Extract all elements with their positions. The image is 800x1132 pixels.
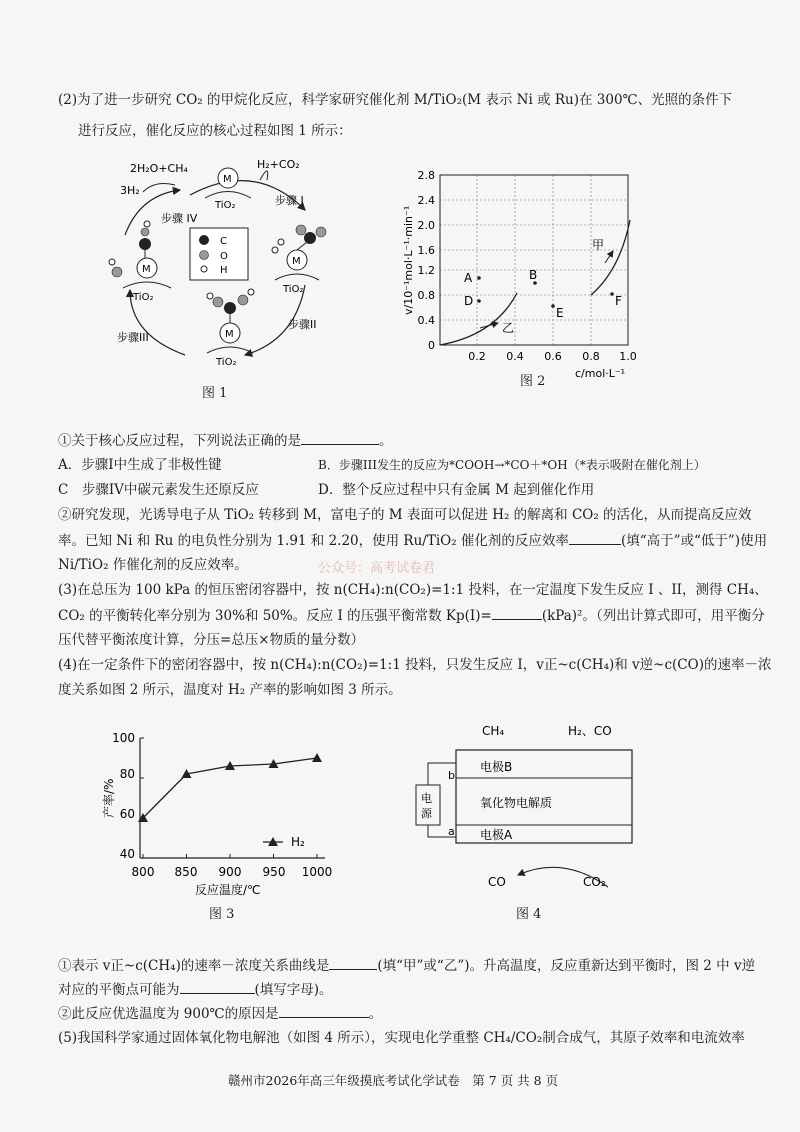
q4-1-text-a2: (填“甲”或“乙”)。升高温度，反应重新达到平衡时，图 2 中 v逆	[377, 958, 756, 974]
answer-blank-q4-1b[interactable]	[180, 979, 255, 994]
fig2-xtick-4: 1.0	[619, 350, 637, 363]
q4-1-text-b2: (填写字母)。	[254, 982, 333, 998]
figure-4-electrolysis-cell	[408, 715, 648, 895]
fig2-xtick-3: 0.8	[582, 350, 600, 363]
fig1-step4-label: 步骤 IV	[161, 212, 198, 225]
fig2-xtick-0: 0.2	[468, 350, 486, 363]
q2-2-text-b2: (填“高于”或“低于”)使用	[620, 533, 768, 549]
fig4-h2co: H₂、CO	[568, 724, 612, 738]
page-footer: 赣州市2026年高三年级摸底考试化学试卷 第 7 页 共 8 页	[228, 1073, 559, 1088]
q4-1-text-a: ①表示 v正~c(CH₄)的速率－浓度关系曲线是	[58, 958, 330, 974]
figure-3-caption: 图 3	[209, 907, 235, 922]
fig2-point-b: B	[529, 268, 538, 282]
fig3-xtick-800: 800	[131, 865, 155, 879]
fig4-electrode-a: 电极A	[480, 828, 513, 842]
fig2-ytick-0: 0	[428, 339, 435, 352]
fig2-x-axis-label: c/mol·L⁻¹	[575, 367, 626, 380]
fig1-tio2-right: TiO₂	[283, 284, 304, 295]
option-d: D．整个反应过程中只有金属 M 起到催化作用	[318, 482, 595, 498]
fig2-point-a: A	[464, 271, 473, 285]
q4-line1: (4)在一定条件下的密闭容器中，按 n(CH₄):n(CO₂)=1:1 投料，只发生反应 I，v正~c(CH₄)和 v逆~c(CO)的速率－浓	[58, 657, 772, 673]
q2-2-text-b: 率。已知 Ni 和 Ru 的电负性分别为 1.91 和 2.20，使用 Ru/TiO₂ 催化剂的反应效率	[58, 533, 569, 549]
fig3-xtick-1000: 1000	[301, 865, 333, 879]
option-a: A．步骤I中生成了非极性键	[58, 457, 222, 473]
fig3-xtick-850: 850	[174, 865, 198, 879]
fig2-xtick-2: 0.6	[544, 350, 562, 363]
q2-2-line1: ②研究发现，光诱导电子从 TiO₂ 转移到 M，富电子的 M 表面可以促进 H₂ 的解离和 CO₂ 的活化，从而提高反应效	[58, 507, 752, 523]
fig4-power-2: 源	[421, 807, 432, 820]
q2-1-text: ①关于核心反应过程，下列说法正确的是	[58, 433, 301, 449]
fig1-legend-c: C	[220, 236, 227, 247]
q3-line3: 压代替平衡浓度计算，分压=总压×物质的量分数）	[58, 632, 365, 648]
fig1-step3-label: 步骤III	[117, 331, 149, 344]
option-b: B．步骤III发生的反应为*COOH→*CO＋*OH（*表示吸附在催化剂上）	[318, 458, 706, 472]
q4-line2: 度关系如图 2 所示，温度对 H₂ 产率的影响如图 3 所示。	[58, 682, 402, 698]
figure-4-caption: 图 4	[516, 907, 542, 922]
fig3-ytick-60: 60	[119, 807, 135, 821]
fig1-legend-h: H	[220, 265, 228, 276]
figure-1-catalytic-cycle	[95, 150, 365, 390]
q3-text-b2: (kPa)²。（列出计算式即可，用平衡分	[541, 608, 765, 624]
fig2-ytick-5: 2.0	[417, 219, 435, 232]
fig2-ytick-2: 0.8	[417, 289, 435, 302]
fig2-ytick-3: 1.2	[417, 264, 435, 277]
q2-intro-line1: (2)为了进一步研究 CO₂ 的甲烷化反应，科学家研究催化剂 M/TiO₂(M 表示 Ni 或 Ru)在 300℃、光照的条件下	[58, 92, 733, 108]
fig2-point-f: F	[615, 294, 622, 308]
fig3-xtick-950: 950	[262, 865, 286, 879]
fig3-data-point	[312, 753, 322, 762]
fig2-ytick-1: 0.4	[417, 314, 435, 327]
fig4-co2: CO₂	[583, 875, 606, 889]
q2-2-line2	[58, 530, 767, 551]
fig3-legend-h2: H₂	[291, 835, 305, 849]
fig2-curve-yi: 乙	[502, 321, 515, 335]
q4-1-text-b: 对应的平衡点可能为	[58, 982, 180, 998]
fig1-tio2-top: TiO₂	[215, 200, 236, 211]
figure-2-rate-concentration	[395, 165, 655, 385]
fig2-ytick-7: 2.8	[417, 169, 435, 182]
fig1-step1-label: 步骤 I	[275, 194, 304, 207]
figure-3-chart	[95, 728, 345, 903]
fig4-electrode-b: 电极B	[480, 760, 513, 774]
q2-intro-line2: 进行反应，催化反应的核心过程如图 1 所示：	[78, 123, 352, 139]
figure-1-caption: 图 1	[202, 386, 228, 401]
fig2-point-d: D	[464, 294, 474, 308]
answer-blank-q2-1[interactable]	[301, 430, 379, 445]
q3-line2	[58, 605, 765, 626]
q3-line1: (3)在总压为 100 kPa 的恒压密闭容器中，按 n(CH₄):n(CO₂)=1:1 投料，在一定温度下发生反应 I 、II，测得 CH₄、	[58, 582, 768, 598]
q4-2-line: ②此反应优选温度为 900℃的原因是 。	[58, 1003, 382, 1024]
fig1-m-top: M	[223, 174, 232, 185]
answer-blank-q4-2[interactable]	[279, 1003, 369, 1018]
fig2-curve-jia: 甲	[592, 238, 605, 252]
fig3-x-axis-label: 反应温度/℃	[195, 883, 261, 897]
fig3-ytick-80: 80	[119, 767, 135, 781]
q3-text-b: CO₂ 的平衡转化率分别为 30%和 50%。反应 I 的压强平衡常数 Kp(I)=	[58, 608, 492, 624]
fig3-ytick-40: 40	[119, 847, 135, 861]
fig2-point-e: E	[556, 306, 564, 320]
answer-blank-q2-2[interactable]	[569, 530, 621, 545]
fig2-xtick-1: 0.4	[506, 350, 524, 363]
fig1-step2-label: 步骤II	[288, 318, 317, 331]
fig4-terminal-b: b	[448, 769, 455, 782]
fig1-m-left: M	[142, 264, 151, 275]
figure-2-caption: 图 2	[520, 374, 546, 389]
fig1-top-left-label: 2H₂O+CH₄	[130, 162, 188, 175]
fig3-ytick-100: 100	[112, 731, 135, 745]
q5-line: (5)我国科学家通过固体氧化物电解池（如图 4 所示），实现电化学重整 CH₄/CO₂制合成气，其原子效率和电流效率	[58, 1030, 745, 1046]
fig2-ytick-6: 2.4	[417, 194, 435, 207]
q4-1-line1	[58, 955, 755, 976]
answer-blank-q4-1a[interactable]	[329, 955, 377, 970]
q4-1-line2	[58, 979, 333, 1000]
fig2-ytick-4: 1.6	[417, 244, 435, 257]
fig4-ch4: CH₄	[482, 724, 505, 738]
answer-blank-q3[interactable]	[492, 605, 542, 620]
fig1-legend-o: O	[220, 251, 228, 262]
q2-1-stem: ①关于核心反应过程，下列说法正确的是 。	[58, 430, 393, 451]
fig4-terminal-a: a	[448, 825, 455, 838]
fig1-tio2-left: TiO₂	[133, 292, 154, 303]
fig2-y-axis-label: v/10⁻¹mol·L⁻¹·min⁻¹	[402, 205, 415, 315]
q4-2-text: ②此反应优选温度为 900℃的原因是	[58, 1006, 279, 1022]
option-c: C 步骤IV中碳元素发生还原反应	[58, 482, 259, 498]
fig1-m-bottom: M	[225, 329, 234, 340]
fig4-co: CO	[488, 875, 506, 889]
fig1-h2co2-label: H₂+CO₂	[257, 158, 300, 171]
q2-2-line3: Ni/TiO₂ 作催化剂的反应效率。	[58, 557, 248, 573]
fig1-tio2-bottom: TiO₂	[216, 357, 237, 368]
fig4-power-1: 电	[421, 792, 432, 805]
fig4-electrolyte: 氧化物电解质	[480, 796, 553, 810]
fig1-m-right: M	[292, 256, 301, 267]
watermark: 公众号：高考试卷君	[318, 561, 436, 576]
fig3-xtick-900: 900	[218, 865, 242, 879]
fig3-y-axis-label: 产率/%	[102, 778, 116, 818]
fig1-h3-label: 3H₂	[120, 184, 140, 197]
